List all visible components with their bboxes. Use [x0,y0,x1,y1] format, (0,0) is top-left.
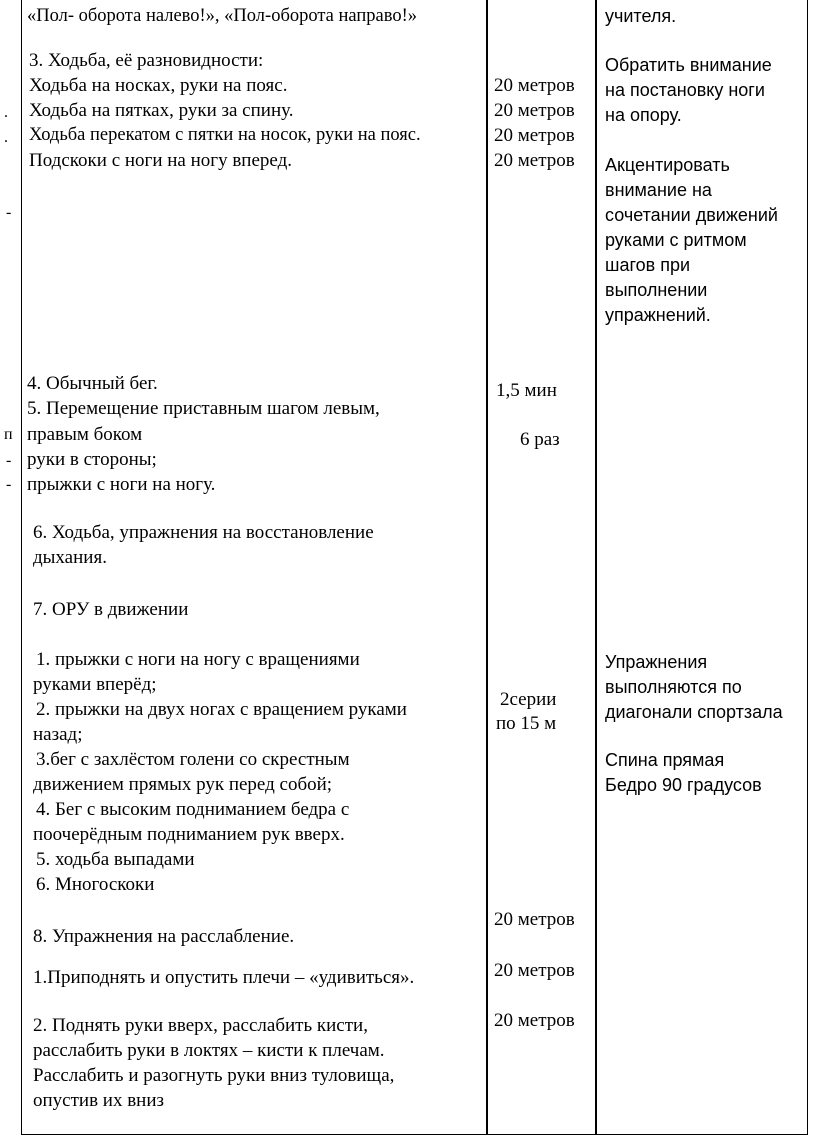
exercise-line: Ходьба на пятках, руки за спину. [29,100,294,121]
exercise-line: расслабить руки в локтях – кисти к плечам. [33,1040,385,1061]
exercise-line: опустив их вниз [33,1090,165,1111]
note-line: выполнении [605,280,708,300]
note-line: внимание на [605,180,712,200]
exercise-line: 2. прыжки на двух ногах с вращением руками [36,699,407,720]
dosage-value: 6 раз [520,429,560,450]
exercise-line: 4. Обычный бег. [27,373,158,394]
margin-mark: - [6,204,12,221]
exercise-line: 5. ходьба выпадами [36,849,195,870]
dosage-value: 20 метров [494,1010,575,1031]
note-line: Обратить внимание [605,55,772,75]
exercise-line: 3.бег с захлёстом голени со скрестным [36,749,350,770]
exercise-line: 6. Ходьба, упражнения на восстановление [33,522,374,543]
exercise-line: 8. Упражнения на расслабление. [33,926,295,947]
note-line: шагов при [605,255,691,275]
exercise-line: 7. ОРУ в движении [33,599,189,620]
margin-mark: . [4,104,8,121]
exercise-line: движением прямых рук перед собой; [33,774,333,795]
dosage-value: 20 метров [494,125,575,146]
exercise-line: 6. Многоскоки [36,874,155,895]
exercise-line: 4. Бег с высоким подниманием бедра с [36,799,350,820]
note-line: выполняются по [605,677,742,697]
exercise-line: прыжки с ноги на ногу. [27,474,216,495]
margin-mark: . [4,129,8,146]
note-line: Упражнения [605,652,708,672]
dosage-value: 20 метров [494,960,575,981]
exercise-line: назад; [33,724,83,745]
note-line: Спина прямая [605,750,725,770]
note-line: на опору. [605,105,682,125]
exercise-line: 2. Поднять руки вверх, расслабить кисти, [33,1015,368,1036]
margin-mark: - [6,452,12,469]
exercise-line: Подскоки с ноги на ногу вперед. [29,150,292,171]
dosage-value: по 15 м [496,713,557,734]
note-line: упражнений. [605,305,711,325]
exercise-line: поочерёдным подниманием рук вверх. [33,824,345,845]
exercise-line: руки в стороны; [27,449,157,470]
dosage-value: 2серии [500,689,557,710]
exercise-line: Ходьба перекатом с пятки на носок, руки на пояс. [29,125,421,145]
note-line: Акцентировать [605,155,730,175]
exercise-line: Ходьба на носках, руки на пояс. [29,75,288,96]
note-line: на постановку ноги [605,80,765,100]
note-line: диагонали спортзала [605,702,783,722]
exercise-line: руками вперёд; [33,674,157,695]
dosage-value: 20 метров [494,909,575,930]
dosage-value: 20 метров [494,150,575,171]
column-divider-1 [486,0,488,1135]
exercise-line: 1. прыжки с ноги на ногу с вращениями [36,649,360,670]
exercise-line: 1.Приподнять и опустить плечи – «удивиться». [33,967,415,988]
note-line: сочетании движений [605,205,778,225]
exercise-line: дыхания. [33,547,107,568]
dosage-value: 20 метров [494,100,575,121]
dosage-value: 20 метров [494,75,575,96]
exercise-line: 3. Ходьба, её разновидности: [29,50,264,71]
exercise-line: правым боком [27,424,143,445]
margin-mark: п [4,426,13,443]
exercise-line: 5. Перемещение приставным шагом левым, [27,398,380,419]
exercise-line: «Пол- оборота налево!», «Пол-оборота направо!» [27,6,418,26]
note-line: руками с ритмом [605,230,747,250]
note-line: Бедро 90 градусов [605,775,762,795]
dosage-value: 1,5 мин [496,380,557,401]
margin-mark: - [6,476,12,493]
exercise-line: Расслабить и разогнуть руки вниз туловища, [33,1065,395,1086]
note-line: учителя. [605,6,677,26]
column-divider-2 [595,0,597,1135]
